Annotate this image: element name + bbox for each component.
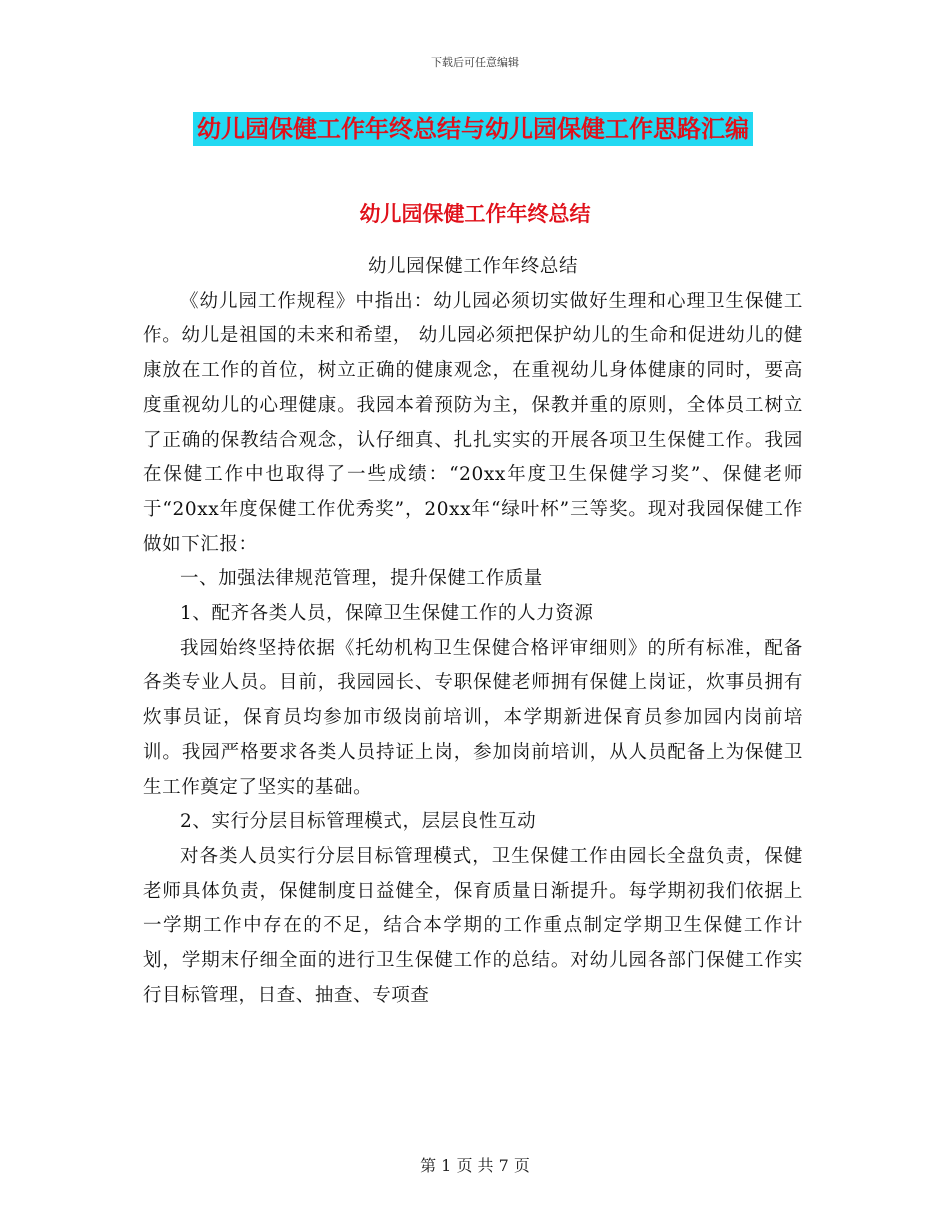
subsection-heading: 1、配齐各类人员，保障卫生保健工作的人力资源 — [180, 603, 594, 625]
section-title: 幼儿园保健工作年终总结 — [359, 201, 591, 226]
document-title: 幼儿园保健工作年终总结与幼儿园保健工作思路汇编 — [193, 112, 753, 146]
subsection-heading: 2、实行分层目标管理模式，层层良性互动 — [180, 811, 537, 833]
section-heading: 一、加强法律规范管理，提升保健工作质量 — [180, 568, 543, 590]
paragraph: 《幼儿园工作规程》中指出：幼儿园必须切实做好生理和心理卫生保健工作。幼儿是祖国的未来和希望， 幼儿园必须把保护幼儿的生命和促进幼儿的健康放在工作的首位，树立正确的健康观念，在重视幼儿身体健康的同时，要高度重视幼儿的心理健康。我园本着预防为主，保教并重的原则，全体员工树立了正确的保教结合观念，认仔细真、扎扎实实的开展各项卫生保健工作。我园在保健工作中也取得了一些成绩：“20xx年度卫生保健学习奖”、保健老师于“20xx年度保健工作优秀奖”，20xx年“绿叶杯”三等奖。现对我园保健工作做如下汇报： — [143, 290, 803, 555]
paragraph: 我园始终坚持依据《托幼机构卫生保健合格评审细则》的所有标准，配备各类专业人员。目前，我园园长、专职保健老师拥有保健上岗证，炊事员拥有炊事员证，保育员均参加市级岗前培训，本学期新进保育员参加园内岗前培训。我园严格要求各类人员持证上岗，参加岗前培训，从人员配备上为保健卫生工作奠定了坚实的基础。 — [143, 637, 803, 798]
paragraph-heading: 幼儿园保健工作年终总结 — [367, 256, 579, 277]
body-content — [143, 250, 803, 1013]
page-footer: 第 1 页 共 7 页 — [420, 1156, 530, 1175]
page-header-note: 下载后可任意编辑 — [431, 56, 519, 69]
paragraph: 对各类人员实行分层目标管理模式，卫生保健工作由园长全盘负责，保健老师具体负责，保健制度日益健全，保育质量日渐提升。每学期初我们依据上一学期工作中存在的不足，结合本学期的工作重点制定学期卫生保健工作计划，学期末仔细全面的进行卫生保健工作的总结。对幼儿园各部门保健工作实行目标管理，日查、抽查、专项查 — [143, 845, 803, 1006]
